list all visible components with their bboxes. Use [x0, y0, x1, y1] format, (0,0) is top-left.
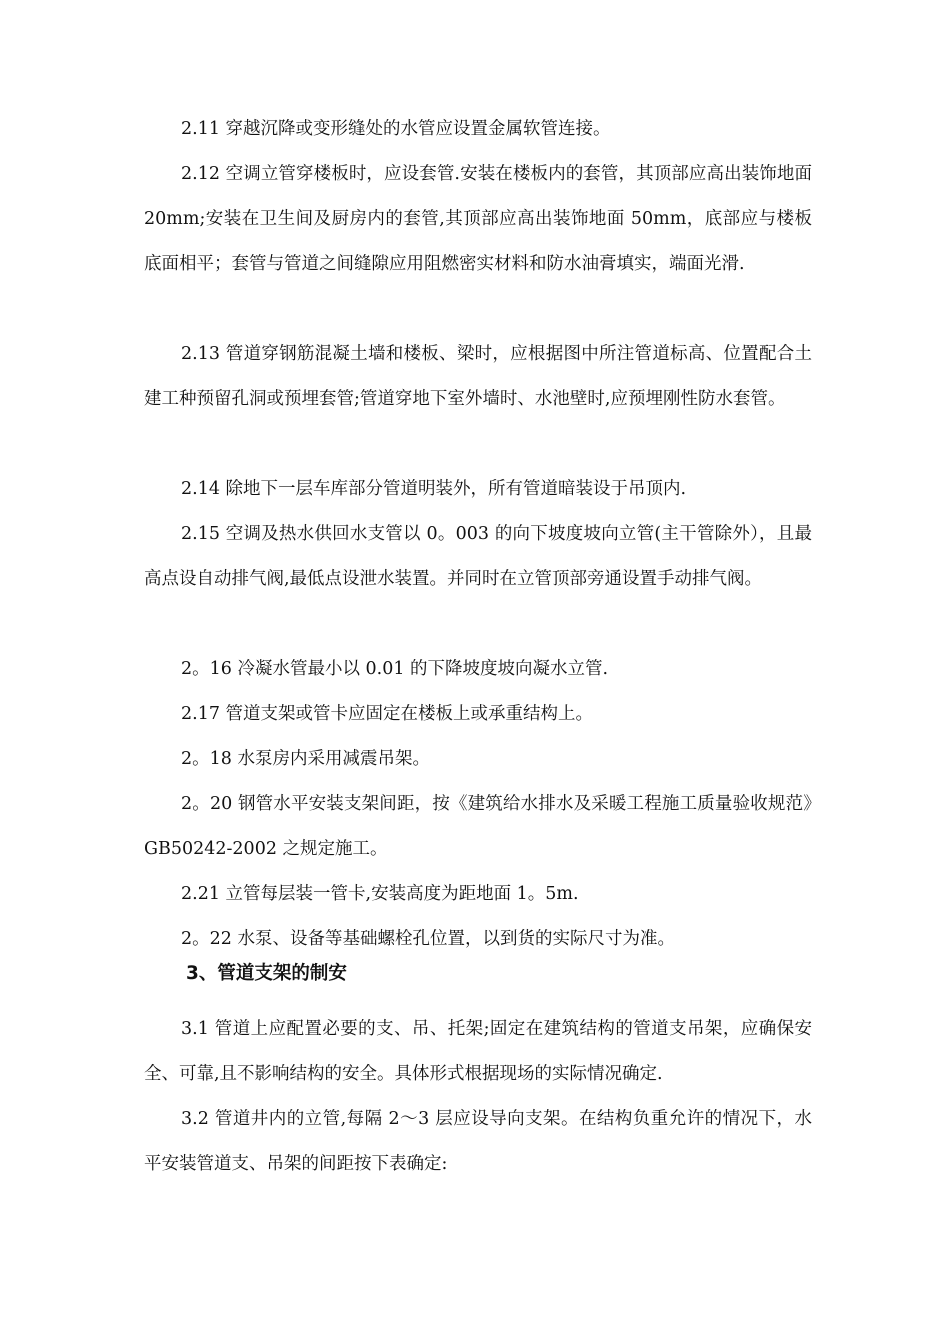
- paragraph-2-22: 2。22 水泵、设备等基础螺栓孔位置，以到货的实际尺寸为准。: [181, 929, 675, 949]
- paragraph-2-21: 2.21 立管每层装一管卡,安装高度为距地面 1。5m.: [181, 884, 579, 904]
- paragraph-2-17: 2.17 管道支架或管卡应固定在楼板上或承重结构上。: [181, 704, 594, 724]
- section-heading-3: 3、管道支架的制安: [186, 963, 347, 984]
- paragraph-2-13: 2.13 管道穿钢筋混凝土墙和楼板、梁时，应根据图中所注管道标高、位置配合土建工种预留孔洞或预埋套管;管道穿地下室外墙时、水池壁时,应预埋刚性防水套管。: [144, 344, 812, 409]
- paragraph-2-20: 2。20 钢管水平安装支架间距，按《建筑给水排水及采暖工程施工质量验收规范》GB50242-2002 之规定施工。: [144, 794, 812, 859]
- paragraph-2-18: 2。18 水泵房内采用减震吊架。: [181, 749, 430, 769]
- paragraph-2-12: 2.12 空调立管穿楼板时，应设套管.安装在楼板内的套管，其顶部应高出装饰地面 20mm;安装在卫生间及厨房内的套管,其顶部应高出装饰地面 50mm，底部应与楼板底面相平；套管与管道之间缝隙应用阻燃密实材料和防水油膏填实，端面光滑.: [144, 164, 812, 274]
- paragraph-3-1: 3.1 管道上应配置必要的支、吊、托架;固定在建筑结构的管道支吊架，应确保安全、可靠,且不影响结构的安全。具体形式根据现场的实际情况确定.: [144, 1019, 812, 1084]
- paragraph-2-15: 2.15 空调及热水供回水支管以 0。003 的向下坡度坡向立管(主干管除外），且最高点设自动排气阀,最低点设泄水装置。并同时在立管顶部旁通设置手动排气阀。: [144, 524, 812, 589]
- paragraph-2-11: 2.11 穿越沉降或变形缝处的水管应设置金属软管连接。: [181, 119, 611, 139]
- paragraph-3-2: 3.2 管道井内的立管,每隔 2～3 层应设导向支架。在结构负重允许的情况下，水平安装管道支、吊架的间距按下表确定:: [144, 1109, 812, 1174]
- paragraph-2-14: 2.14 除地下一层车库部分管道明装外，所有管道暗装设于吊顶内.: [181, 479, 687, 499]
- paragraph-2-16: 2。16 冷凝水管最小以 0.01 的下降坡度坡向凝水立管.: [181, 659, 609, 679]
